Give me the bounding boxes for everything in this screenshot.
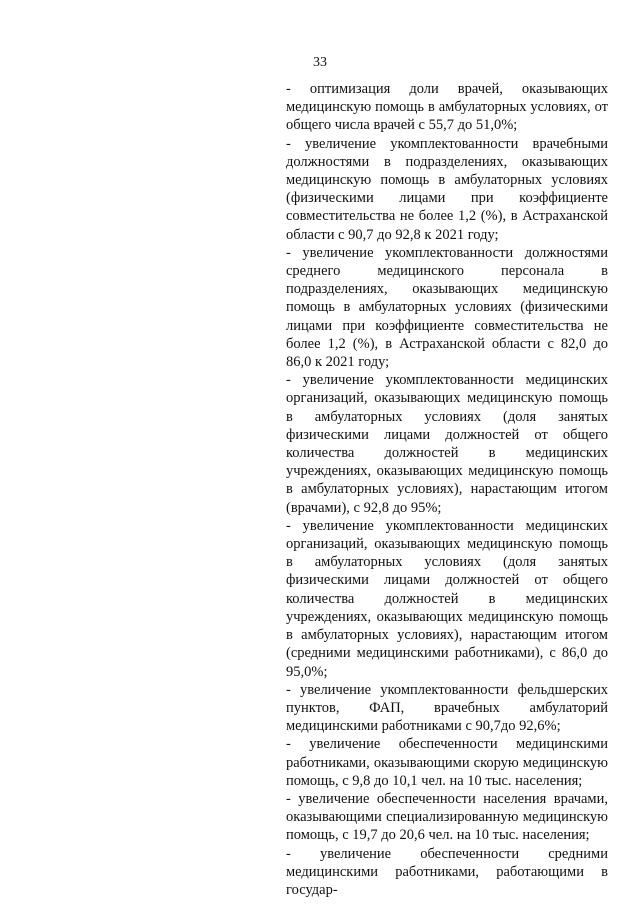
list-item: - увеличение укомплектованности фельдшерских пунктов, ФАП, врачебных амбулаторий медицинскими работниками с 90,7до 92,6%; — [286, 681, 608, 735]
list-item: - увеличение укомплектованности медицинских организаций, оказывающих медицинскую помощь в амбулаторных условиях (доля занятых физическими лицами должностей от общего количества должностей в медицинских учреждениях, оказывающих медицинскую помощь в амбулаторных условиях), нарастающим итогом (средними медицинскими работниками), с 86,0 до 95,0%; — [286, 517, 608, 680]
list-item: - увеличение укомплектованности медицинских организаций, оказывающих медицинскую помощь в амбулаторных условиях (доля занятых физическими лицами должностей от общего количества должностей в медицинских учреждениях, оказывающих медицинскую помощь в амбулаторных условиях), нарастающим итогом (врачами), с 92,8 до 95%; — [286, 372, 608, 516]
list-item: - увеличение укомплектованности должностями среднего медицинского персонала в подразделениях, оказывающих медицинскую помощь в амбулаторных условиях (физическими лицами при коэффициенте совместительства не более 1,2 (%), в Астраханской области с 82,0 до 86,0 к 2021 году; — [286, 244, 608, 371]
list-item: - увеличение обеспеченности медицинскими работниками, оказывающими скорую медицинскую помощь, с 9,8 до 10,1 чел. на 10 тыс. населения; — [286, 736, 608, 789]
list-item: - увеличение укомплектованности врачебными должностями в подразделениях, оказывающих медицинскую помощь в амбулаторных условиях (физическими лицами при коэффициенте совместительства не более 1,2 (%), в Астраханской области с 90,7 до 92,8 к 2021 году; — [286, 135, 608, 243]
document-body — [286, 80, 608, 899]
page-number: 33 — [313, 55, 327, 70]
list-item: - оптимизация доли врачей, оказывающих медицинскую помощь в амбулаторных условиях, от общего числа врачей с 55,7 до 51,0%; — [286, 81, 608, 134]
list-item: - увеличение обеспеченности средними медицинскими работниками, работающими в государ- — [286, 845, 608, 898]
list-item: - увеличение обеспеченности населения врачами, оказывающими специализированную медицинскую помощь, с 19,7 до 20,6 чел. на 10 тыс. населения; — [286, 790, 608, 844]
